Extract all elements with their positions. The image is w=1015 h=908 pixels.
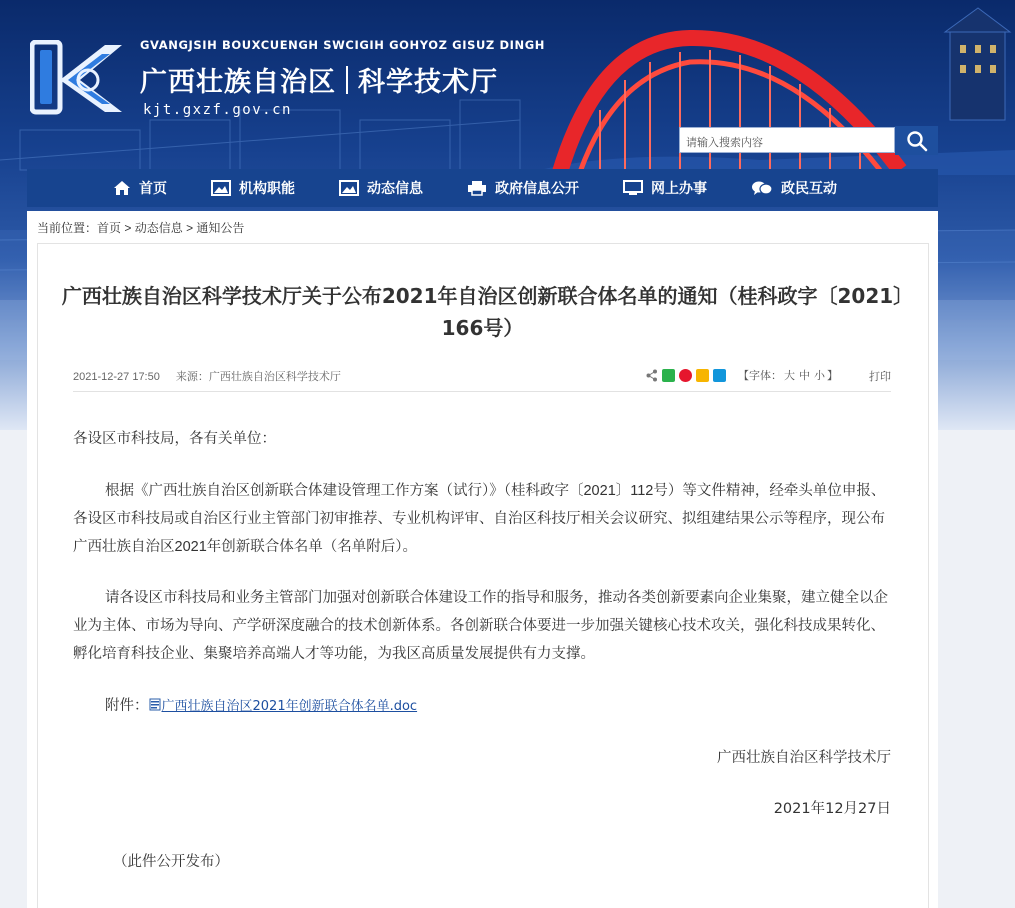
breadcrumb-separator: > — [182, 221, 197, 235]
picture-icon — [339, 180, 359, 196]
qq-icon[interactable] — [713, 369, 726, 382]
wechat-icon[interactable] — [662, 369, 675, 382]
breadcrumb-dynamic-info[interactable]: 动态信息 — [134, 221, 183, 235]
home-icon — [113, 180, 131, 196]
picture-icon — [211, 180, 231, 196]
font-size-label: 【字体： — [738, 370, 782, 382]
site-region: 广西壮族自治区 — [140, 67, 336, 98]
nav-label: 政府信息公开 — [495, 181, 579, 197]
qzone-icon[interactable] — [696, 369, 709, 382]
printer-icon — [467, 180, 487, 196]
nav-label: 政民互动 — [781, 181, 837, 197]
nav-label: 动态信息 — [367, 181, 423, 197]
breadcrumb-separator: > — [121, 221, 135, 235]
monitor-icon — [623, 180, 643, 196]
site-url: kjt.gxzf.gov.cn — [143, 102, 292, 118]
chat-bubbles-icon — [751, 180, 773, 196]
weibo-icon[interactable] — [679, 369, 692, 382]
print-link[interactable]: 打印 — [869, 371, 891, 383]
sign-date: 2021年12月27日 — [773, 801, 891, 817]
kjt-logo-icon — [30, 40, 125, 115]
nav-label: 首页 — [139, 181, 167, 197]
attachment-link[interactable] — [149, 695, 418, 714]
salutation: 各设区市科技局，各有关单位： — [73, 431, 276, 447]
article-meta — [73, 368, 357, 384]
share-icon[interactable] — [646, 369, 658, 382]
title-divider — [346, 66, 348, 94]
breadcrumb-notices[interactable]: 通知公告 — [196, 221, 245, 235]
site-department: 科学技术厅 — [358, 67, 498, 98]
search-button[interactable] — [895, 126, 938, 155]
source-value: 广西壮族自治区科学技术厅 — [208, 371, 341, 383]
attachment-filename: 广西壮族自治区2021年创新联合体名单.doc — [161, 699, 418, 714]
site-title[interactable] — [140, 60, 498, 99]
font-size-close: 】 — [827, 370, 838, 382]
font-size-selector — [738, 367, 838, 383]
font-size-medium[interactable]: 中 — [799, 370, 810, 382]
divider — [73, 391, 891, 392]
font-size-small[interactable]: 小 — [814, 370, 825, 382]
site-name-en: GVANGJSIH BOUXCUENGH SWCIGIH GOHYOZ GISUZ DINGH — [140, 38, 545, 52]
nav-item-organization[interactable] — [211, 178, 295, 198]
paragraph-2: 请各设区市科技局和业务主管部门加强对创新联合体建设工作的指导和服务，推动各类创新要素向企业集聚，建立健全以企业为主体、市场为导向、产学研深度融合的技术创新体系。各创新联合体要进一步加强关键核心技术攻关，强化科技成果转化、孵化培育科技企业、集聚培养高端人才等功能，为我区高质量发展提供有力支撑。 — [73, 590, 888, 662]
font-size-large[interactable]: 大 — [784, 370, 795, 382]
breadcrumb-home[interactable]: 首页 — [97, 221, 122, 235]
disclosure-note: （此件公开发布） — [113, 854, 229, 870]
attachment-row — [105, 694, 417, 715]
source-label: 来源： — [175, 371, 209, 383]
nav-label: 网上办事 — [651, 181, 707, 197]
attachment-label: 附件： — [105, 698, 149, 714]
search-icon — [906, 130, 928, 152]
signature: 广西壮族自治区科学技术厅 — [717, 750, 891, 766]
publish-datetime: 2021-12-27 17:50 — [73, 371, 160, 383]
nav-label: 机构职能 — [239, 181, 295, 197]
nav-item-interaction[interactable] — [751, 178, 837, 198]
paragraph-1: 根据《广西壮族自治区创新联合体建设管理工作方案（试行）》（桂科政字〔2021〕112号）等文件精神，经牵头单位申报、各设区市科技局或自治区行业主管部门初审推荐、专业机构评审、自治区科技厅相关会议研究、拟组建结果公示等程序，现公布广西壮族自治区2021年创新联合体名单（名单附后）。 — [73, 483, 886, 555]
nav-item-home[interactable] — [113, 178, 167, 198]
nav-item-news[interactable] — [339, 178, 423, 198]
nav-item-online-service[interactable] — [623, 178, 707, 198]
share-tools — [646, 367, 838, 383]
breadcrumb — [37, 219, 244, 236]
doc-file-icon — [149, 698, 161, 711]
search-input[interactable]: 请输入搜索内容 — [679, 127, 895, 153]
main-nav — [27, 169, 938, 207]
breadcrumb-prefix: 当前位置： — [37, 221, 98, 235]
article-title: 广西壮族自治区科学技术厅关于公布2021年自治区创新联合体名单的通知（桂科政字〔2021〕166号） — [61, 284, 904, 340]
nav-item-gov-info[interactable] — [467, 178, 579, 198]
